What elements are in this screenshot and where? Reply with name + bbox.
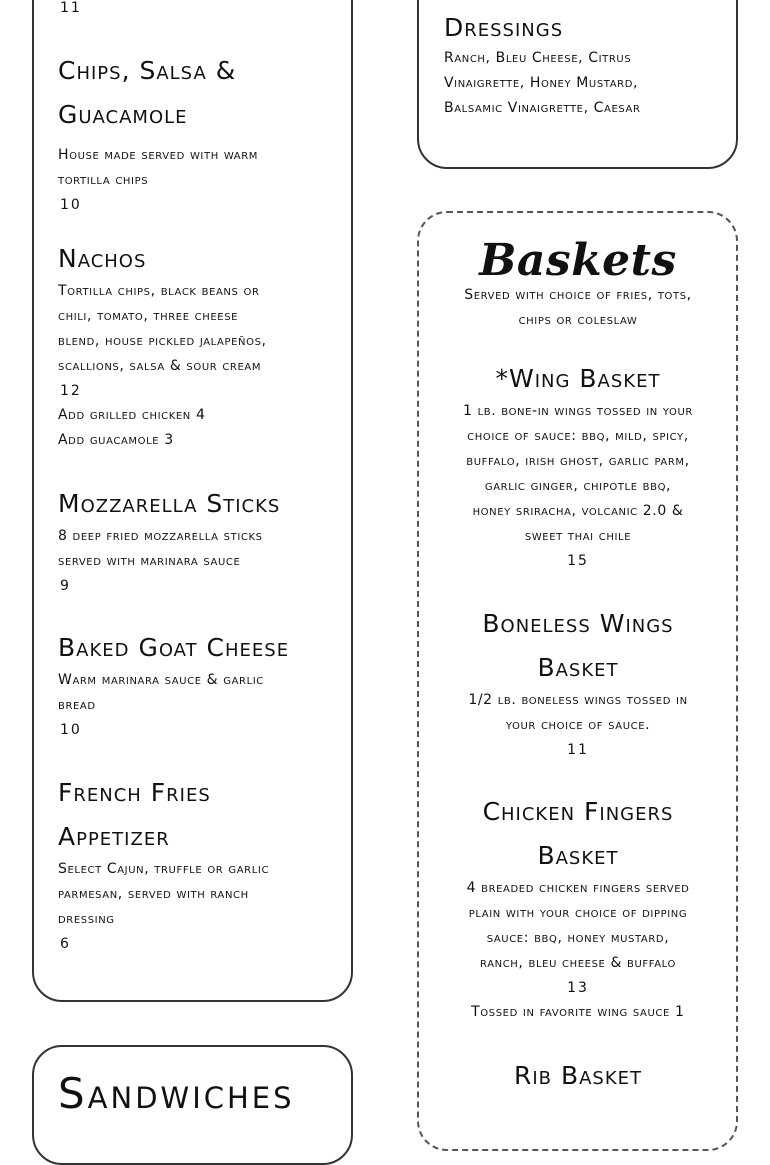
item-title: Baked Goat Cheese [58, 633, 290, 662]
desc-line: choice of sauce: bbq, mild, spicy, [467, 428, 689, 444]
desc-line: Balsamic Vinaigrette, Caesar [444, 100, 641, 116]
menu-item-chicken-fingers-basket [437, 790, 719, 1025]
desc-line: 1 lb. bone-in wings tossed in your [463, 403, 693, 419]
dressings-list [444, 46, 720, 121]
baskets-header [437, 235, 719, 333]
desc-line: dressing [58, 911, 115, 927]
item-title-line2: Guacamole [58, 100, 188, 129]
note-price: 1 [674, 1004, 685, 1020]
menu-item-boneless-wings-basket [437, 602, 719, 762]
item-price: 12 [60, 383, 82, 399]
menu-item-wing-basket [437, 357, 719, 573]
item-price: 15 [567, 553, 589, 569]
baskets-title: Baskets [479, 235, 677, 286]
item-title-line2: Appetizer [58, 822, 170, 851]
menu-item-chips-salsa [58, 49, 328, 217]
addon-price: 4 [195, 407, 206, 423]
addon-label: Add grilled chicken [58, 407, 191, 423]
item-description [58, 524, 328, 574]
desc-line: parmesan, served with ranch [58, 886, 249, 902]
item-price: 10 [60, 197, 82, 213]
desc-line: House made served with warm [58, 147, 259, 163]
item-title: Rib Basket [513, 1061, 643, 1090]
item-title: Chicken Fingers [482, 797, 674, 826]
desc-line: scallions, salsa & sour cream [58, 358, 262, 374]
item-price: 9 [60, 578, 71, 594]
desc-line: plain with your choice of dipping [468, 905, 688, 921]
desc-line: Tortilla chips, black beans or [58, 283, 260, 299]
dressings-title: Dressings [444, 13, 564, 42]
item-title: Chips, Salsa & [58, 56, 237, 85]
addon-line [58, 428, 328, 453]
item-description [58, 857, 328, 932]
desc-line: honey sriracha, volcanic 2.0 & [472, 503, 684, 519]
dressings-block [444, 6, 720, 121]
item-description [58, 668, 328, 718]
desc-line: tortilla chips [58, 172, 149, 188]
desc-line: chips or coleslaw [518, 312, 638, 328]
desc-line: Vinaigrette, Honey Mustard, [444, 75, 639, 91]
item-note [437, 1000, 719, 1025]
desc-line: blend, house pickled jalapeños, [58, 333, 267, 349]
desc-line: served with marinara sauce [58, 553, 241, 569]
desc-line: 1/2 lb. boneless wings tossed in [468, 692, 688, 708]
item-description [58, 279, 328, 379]
desc-line: Ranch, Bleu Cheese, Citrus [444, 50, 632, 66]
desc-line: your choice of sauce. [505, 717, 651, 733]
item-price: 11 [567, 742, 589, 758]
desc-line: Served with choice of fries, tots, [464, 287, 692, 303]
desc-line: chili, tomato, three cheese [58, 308, 239, 324]
item-title: Mozzarella Sticks [58, 489, 281, 518]
menu-item-rib-basket [437, 1054, 719, 1098]
item-price: 10 [60, 722, 82, 738]
note-label: Tossed in favorite wing sauce [471, 1004, 670, 1020]
prev-item-price: 11 [60, 0, 82, 16]
addon-price: 3 [164, 432, 175, 448]
item-title: *Wing Basket [495, 364, 661, 393]
item-description [437, 688, 719, 738]
addon-label: Add guacamole [58, 432, 160, 448]
menu-item-french-fries [58, 771, 328, 956]
baskets-subtitle [437, 283, 719, 333]
item-description [437, 399, 719, 549]
desc-line: ranch, bleu cheese & buffalo [480, 955, 676, 971]
addon-line [58, 403, 328, 428]
desc-line: sweet thai chile [524, 528, 632, 544]
sandwiches-heading: Sandwiches [58, 1069, 295, 1118]
desc-line: 4 breaded chicken fingers served [466, 880, 690, 896]
desc-line: sauce: bbq, honey mustard, [486, 930, 670, 946]
menu-item-mozzarella-sticks [58, 482, 328, 598]
desc-line: bread [58, 697, 96, 713]
item-description [437, 876, 719, 976]
menu-item-nachos [58, 237, 328, 453]
item-price: 6 [60, 936, 71, 952]
item-title-line2: Basket [537, 841, 619, 870]
desc-line: garlic ginger, chipotle bbq, [484, 478, 672, 494]
item-price: 13 [567, 980, 589, 996]
desc-line: Warm marinara sauce & garlic [58, 672, 264, 688]
item-title-line2: Basket [537, 653, 619, 682]
item-title: Nachos [58, 244, 147, 273]
menu-item-baked-goat-cheese [58, 626, 328, 742]
item-title: French Fries [58, 778, 211, 807]
item-description [58, 143, 328, 193]
desc-line: buffalo, irish ghost, garlic parm, [466, 453, 690, 469]
item-title: Boneless Wings [482, 609, 674, 638]
desc-line: 8 deep fried mozzarella sticks [58, 528, 263, 544]
desc-line: Select Cajun, truffle or garlic [58, 861, 270, 877]
